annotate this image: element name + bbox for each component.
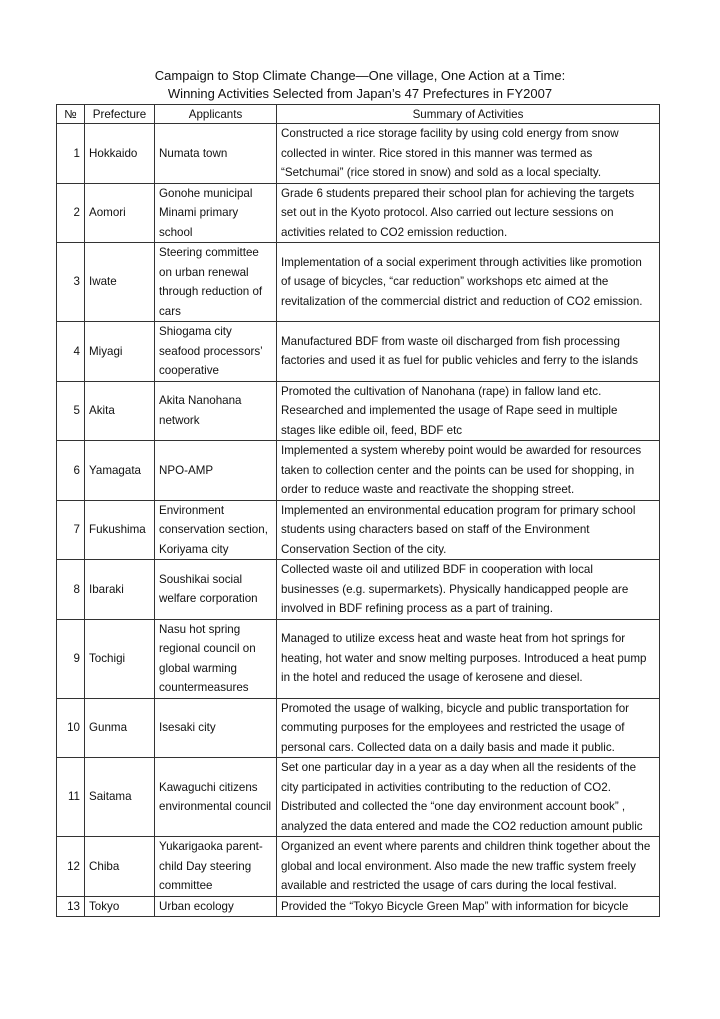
row-applicant: Environment conservation section, Koriyama city bbox=[155, 500, 277, 560]
row-prefecture: Ibaraki bbox=[85, 560, 155, 620]
summary-line: Manufactured BDF from waste oil discharged from fish processing bbox=[281, 334, 620, 348]
row-number: 9 bbox=[57, 619, 85, 698]
row-summary bbox=[277, 322, 660, 382]
summary-line: involved in BDF refining process as a part of training. bbox=[281, 602, 553, 615]
row-prefecture: Chiba bbox=[85, 837, 155, 897]
row-number: 2 bbox=[57, 183, 85, 243]
row-summary bbox=[277, 758, 660, 837]
row-number: 7 bbox=[57, 500, 85, 560]
summary-line: Promoted the cultivation of Nanohana (rape) in fallow land etc. bbox=[281, 384, 602, 398]
summary-line: revitalization of the commercial district and reduction of CO2 emission. bbox=[281, 294, 643, 308]
summary-line: Implemented a system whereby point would be awarded for resources bbox=[281, 444, 642, 457]
row-applicant: Kawaguchi citizens environmental council bbox=[155, 758, 277, 837]
summary-line: set out in the Kyoto protocol. Also carried out lecture sessions on bbox=[281, 206, 614, 219]
row-summary bbox=[277, 896, 660, 917]
summary-line: students using characters based on staff of the Environment bbox=[281, 523, 590, 536]
summary-line: activities related to CO2 emission reduction. bbox=[281, 225, 508, 239]
row-prefecture: Fukushima bbox=[85, 500, 155, 560]
row-summary bbox=[277, 183, 660, 243]
summary-line: Implemented an environmental education program for primary school bbox=[281, 503, 636, 517]
row-prefecture: Tochigi bbox=[85, 619, 155, 698]
row-prefecture: Hokkaido bbox=[85, 124, 155, 184]
document-title-line-2: Winning Activities Selected from Japan’s 47 Prefectures in FY2007 bbox=[167, 86, 553, 101]
row-prefecture: Aomori bbox=[85, 183, 155, 243]
table-row bbox=[57, 758, 660, 837]
summary-line: Collected waste oil and utilized BDF in cooperation with local bbox=[281, 563, 593, 576]
row-summary bbox=[277, 500, 660, 560]
row-number: 3 bbox=[57, 243, 85, 322]
row-prefecture: Iwate bbox=[85, 243, 155, 322]
summary-line: factories and used it as fuel for public vehicles and ferry to the islands bbox=[281, 354, 639, 368]
summary-line: Researched and implemented the usage of Rape seed in multiple bbox=[281, 404, 618, 417]
header-applicants: Applicants bbox=[155, 105, 277, 124]
row-summary bbox=[277, 381, 660, 441]
row-applicant: Isesaki city bbox=[155, 698, 277, 758]
summary-line: Set one particular day in a year as a day when all the residents of the bbox=[281, 761, 637, 774]
summary-line: commuting purposes for the employees and restricted the usage of bbox=[281, 721, 625, 734]
row-number: 12 bbox=[57, 837, 85, 897]
table-row bbox=[57, 322, 660, 382]
summary-line: collected in winter. Rice stored in this manner was termed as bbox=[281, 146, 593, 160]
header-summary: Summary of Activities bbox=[277, 105, 660, 124]
summary-line: heating, hot water and snow melting purposes. Introduced a heat pump bbox=[281, 651, 647, 665]
row-number: 5 bbox=[57, 381, 85, 441]
summary-line: taken to collection center and the points can be used for shopping, in bbox=[281, 463, 635, 477]
row-applicant: Numata town bbox=[155, 124, 277, 184]
header-prefecture: Prefecture bbox=[85, 105, 155, 124]
table-row bbox=[57, 381, 660, 441]
row-applicant: Soushikai social welfare corporation bbox=[155, 560, 277, 620]
summary-line: order to reduce waste and reactivate the shopping street. bbox=[281, 483, 575, 496]
summary-line: Implementation of a social experiment through activities like promotion bbox=[281, 255, 642, 269]
table-body bbox=[57, 124, 660, 917]
row-applicant: NPO-AMP bbox=[155, 441, 277, 501]
summary-line: available and restricted the usage of cars during the local festival. bbox=[281, 879, 617, 892]
summary-line: “Setchumai” (rice stored in snow) and sold as a local specialty. bbox=[281, 166, 602, 179]
row-number: 1 bbox=[57, 124, 85, 184]
row-summary bbox=[277, 560, 660, 620]
table-row bbox=[57, 560, 660, 620]
summary-line: Distributed and collected the “one day environment account book” , bbox=[281, 800, 626, 813]
summary-line: analyzed the data entered and made the CO2 reduction amount public bbox=[281, 819, 643, 833]
row-prefecture: Tokyo bbox=[85, 896, 155, 917]
table-row bbox=[57, 698, 660, 758]
table-row bbox=[57, 837, 660, 897]
summary-line: Promoted the usage of walking, bicycle and public transportation for bbox=[281, 701, 630, 715]
table-row bbox=[57, 243, 660, 322]
row-summary bbox=[277, 698, 660, 758]
header-number: № bbox=[57, 105, 85, 124]
table-row bbox=[57, 619, 660, 698]
row-applicant: Shiogama city seafood processors’ cooperative bbox=[155, 322, 277, 382]
row-prefecture: Miyagi bbox=[85, 322, 155, 382]
table-row bbox=[57, 441, 660, 501]
document-title-line-1: Campaign to Stop Climate Change—One village, One Action at a Time: bbox=[154, 68, 566, 83]
row-summary bbox=[277, 619, 660, 698]
summary-line: personal cars. Collected data on a daily basis and made it public. bbox=[281, 740, 615, 754]
summary-line: Conservation Section of the city. bbox=[281, 542, 447, 556]
summary-line: Organized an event where parents and children think together about the bbox=[281, 840, 651, 853]
row-applicant: Akita Nanohana network bbox=[155, 381, 277, 441]
row-number: 13 bbox=[57, 896, 85, 917]
summary-line: businesses (e.g. supermarkets). Physically handicapped people are bbox=[281, 582, 629, 596]
row-number: 6 bbox=[57, 441, 85, 501]
summary-line: Constructed a rice storage facility by using cold energy from snow bbox=[281, 127, 619, 140]
row-applicant: Yukarigaoka parent-child Day steering committee bbox=[155, 837, 277, 897]
row-summary bbox=[277, 124, 660, 184]
summary-line: Managed to utilize excess heat and waste heat from hot springs for bbox=[281, 632, 626, 646]
summary-line: Provided the “Tokyo Bicycle Green Map” with information for bicycle bbox=[281, 899, 629, 913]
summary-line: stages like edible oil, feed, BDF etc bbox=[281, 423, 463, 437]
row-number: 11 bbox=[57, 758, 85, 837]
summary-line: global and local environment. Also made the new traffic system freely bbox=[281, 859, 636, 873]
table-header-row bbox=[57, 105, 660, 124]
row-applicant: Gonohe municipal Minami primary school bbox=[155, 183, 277, 243]
row-summary bbox=[277, 441, 660, 501]
summary-line: of usage of bicycles, “car reduction” workshops etc aimed at the bbox=[281, 275, 609, 289]
row-summary bbox=[277, 837, 660, 897]
row-number: 8 bbox=[57, 560, 85, 620]
row-prefecture: Gunma bbox=[85, 698, 155, 758]
row-summary bbox=[277, 243, 660, 322]
row-prefecture: Akita bbox=[85, 381, 155, 441]
row-number: 10 bbox=[57, 698, 85, 758]
row-number: 4 bbox=[57, 322, 85, 382]
row-prefecture: Saitama bbox=[85, 758, 155, 837]
table-row bbox=[57, 896, 660, 917]
activities-table bbox=[56, 104, 660, 917]
row-applicant: Urban ecology bbox=[155, 896, 277, 917]
table-row bbox=[57, 124, 660, 184]
summary-line: Grade 6 students prepared their school plan for achieving the targets bbox=[281, 186, 635, 200]
row-applicant: Steering committee on urban renewal through reduction of cars bbox=[155, 243, 277, 322]
row-applicant: Nasu hot spring regional council on global warming countermeasures bbox=[155, 619, 277, 698]
summary-line: in the hotel and reduced the usage of kerosene and diesel. bbox=[281, 671, 583, 685]
summary-line: city participated in activities contributing to the reduction of CO2. bbox=[281, 780, 611, 794]
table-row bbox=[57, 183, 660, 243]
row-prefecture: Yamagata bbox=[85, 441, 155, 501]
table-row bbox=[57, 500, 660, 560]
